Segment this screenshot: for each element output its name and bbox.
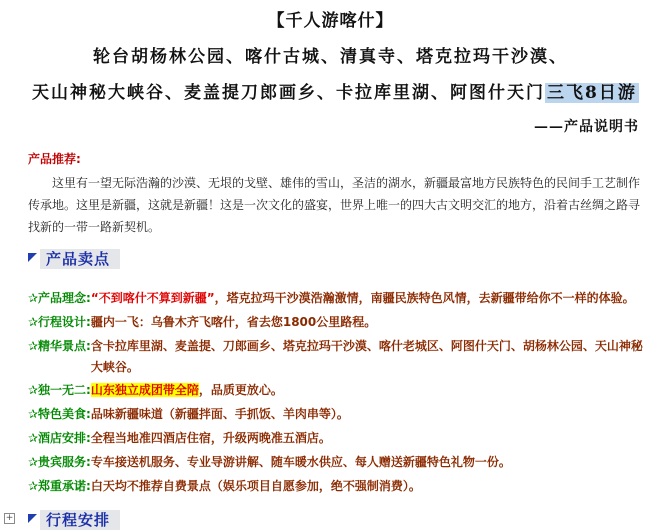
section-itinerary	[28, 510, 120, 530]
selected-text-highlight[interactable]: 三飞8日游	[547, 83, 637, 103]
feature-value: 全程当地准四酒店住宿，升级两晚准五酒店。	[90, 431, 331, 445]
feature-concept	[28, 286, 648, 310]
feature-label: ✰贵宾服务:	[28, 455, 91, 469]
heading-line-2: 轮台胡杨林公园、喀什古城、清真寺、塔克拉玛干沙漠、	[93, 47, 568, 67]
feature-spots	[28, 334, 648, 378]
feature-label: ✰行程设计:	[28, 315, 91, 329]
feature-label: ✰精华景点:	[28, 339, 91, 353]
heading-line-3-main: 天山神秘大峡谷、麦盖提刀郎画乡、卡拉库里湖、阿图什天门	[32, 83, 545, 103]
feature-food	[28, 402, 648, 426]
concept-slogan: “不到喀什不算到新疆”	[90, 291, 215, 305]
feature-label: ✰郑重承诺:	[28, 479, 91, 493]
recommend-label: 产品推荐:	[28, 152, 81, 166]
feature-value: 含卡拉库里湖、麦盖提、刀郎画乡、塔克拉玛干沙漠、喀什老城区、阿图什天门、胡杨林公园、天山神秘大峡谷。	[90, 339, 643, 374]
feature-value	[91, 378, 648, 402]
product-manual-subtitle: ——产品说明书	[534, 119, 639, 135]
feature-promise	[28, 474, 648, 498]
section-title: 行程安排	[40, 510, 120, 530]
triangle-marker-icon	[28, 253, 38, 265]
unique-highlight: 山东独立成团带全陪	[90, 383, 199, 397]
feature-label: ✰酒店安排:	[28, 431, 91, 445]
feature-value: 品味新疆味道（新疆拌面、手抓饭、羊肉串等）。	[90, 407, 349, 421]
document-title: 【千人游喀什】	[267, 11, 394, 31]
expand-icon[interactable]: +	[5, 513, 14, 523]
feature-label: ✰独一无二:	[28, 383, 91, 397]
heading-line-3	[32, 78, 639, 103]
feature-unique	[28, 378, 648, 402]
concept-rest: ，塔克拉玛干沙漠浩瀚激情，南疆民族特色风情，去新疆带给你不一样的体验。	[214, 291, 635, 305]
feature-vip	[28, 450, 648, 474]
feature-value: 白天均不推荐自费景点（娱乐项目自愿参加，绝不强制消费）。	[90, 479, 421, 493]
feature-hotel	[28, 426, 648, 450]
feature-value: 专车接送机服务、专业导游讲解、随车暖水供应、每人赠送新疆特色礼物一份。	[90, 455, 511, 469]
features-list	[28, 286, 648, 498]
feature-label: ✰特色美食:	[28, 407, 91, 421]
unique-rest: ，品质更放心。	[198, 383, 283, 397]
triangle-marker-icon	[28, 514, 38, 526]
feature-value	[91, 286, 648, 310]
intro-paragraph: 这里有一望无际浩瀚的沙漠、无垠的戈壁、雄伟的雪山，圣洁的湖水，新疆最富地方民族特色的民间手工艺制作传承地。这里是新疆，这就是新疆！这是一次文化的盛宴，世界上唯一的四大古文明交汇的地方，沿着古丝绸之路寻找新的一带一路新契机。	[28, 176, 641, 234]
feature-label: ✰产品理念:	[28, 291, 91, 305]
feature-route	[28, 310, 648, 334]
feature-value: 疆内一飞：乌鲁木齐飞喀什，省去您1800公里路程。	[90, 315, 377, 329]
section-selling-points	[28, 249, 120, 269]
section-title: 产品卖点	[40, 249, 120, 269]
